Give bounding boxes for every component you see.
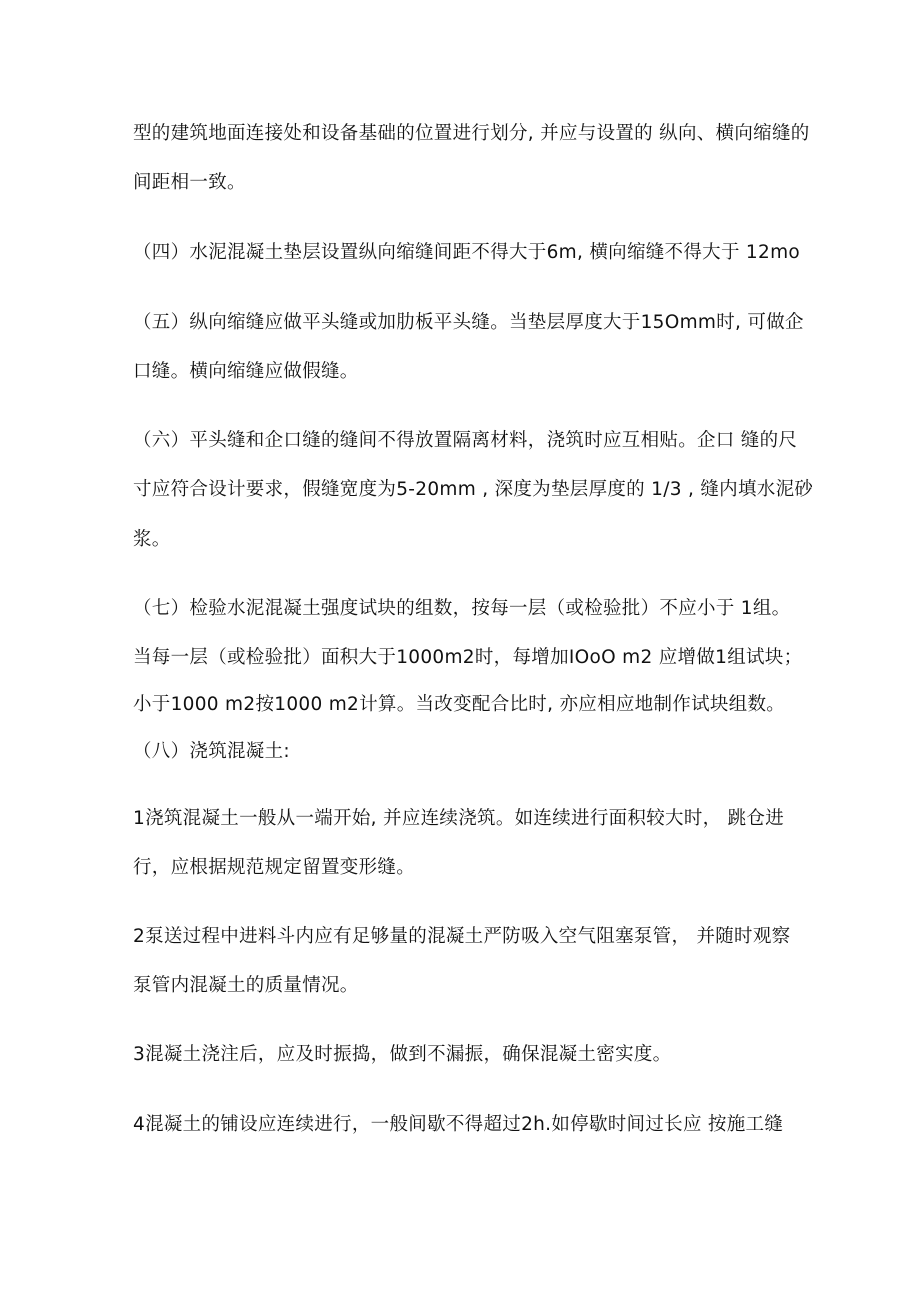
text-line-17: 3混凝土浇注后，应及时振捣，做到不漏振，确保混凝土密实度。	[133, 1044, 672, 1065]
text-line-13: 1浇筑混凝土一般从一端开始, 并应连续浇筑。如连续进行面积较大时， 跳仓进	[133, 808, 785, 829]
text-line-6: （六）平头缝和企口缝的缝间不得放置隔离材料，浇筑时应互相贴。企口 缝的尺	[133, 430, 798, 451]
text-line-4: （五）纵向缩缝应做平头缝或加肋板平头缝。当垫层厚度大于15Omm时, 可做企	[133, 312, 804, 333]
text-line-12: （八）浇筑混凝土:	[133, 741, 290, 762]
text-line-9: （七）检验水泥混凝土强度试块的组数，按每一层（或检验批）不应小于 1组。	[133, 598, 791, 619]
text-line-11: 小于1000 m2按1000 m2计算。当改变配合比时, 亦应相应地制作试块组数。	[133, 694, 786, 715]
text-line-15: 2泵送过程中进料斗内应有足够量的混凝土严防吸入空气阻塞泵管， 并随时观察	[133, 926, 791, 947]
text-line-3: （四）水泥混凝土垫层设置纵向缩缝间距不得大于6m, 横向缩缝不得大于 12mo	[133, 242, 801, 263]
text-line-10: 当每一层（或检验批）面积大于1000m2时，每增加IOoO m2 应增做1组试块；	[133, 647, 803, 668]
text-line-5: 口缝。横向缩缝应做假缝。	[133, 361, 359, 382]
text-line-18: 4混凝土的铺设应连续进行，一般间歇不得超过2h.如停歇时间过长应 按施工缝	[133, 1114, 784, 1135]
text-line-8: 浆。	[133, 529, 171, 550]
text-line-16: 泵管内混凝土的质量情况。	[133, 975, 359, 996]
text-line-7: 寸应符合设计要求，假缝宽度为5-20mm , 深度为垫层厚度的 1/3 , 缝内填水泥砂	[133, 479, 814, 500]
text-line-1: 型的建筑地面连接处和设备基础的位置进行划分, 并应与设置的 纵向、横向缩缝的	[133, 123, 810, 144]
text-line-14: 行，应根据规范规定留置变形缝。	[133, 857, 416, 878]
text-line-2: 间距相一致。	[133, 172, 246, 193]
